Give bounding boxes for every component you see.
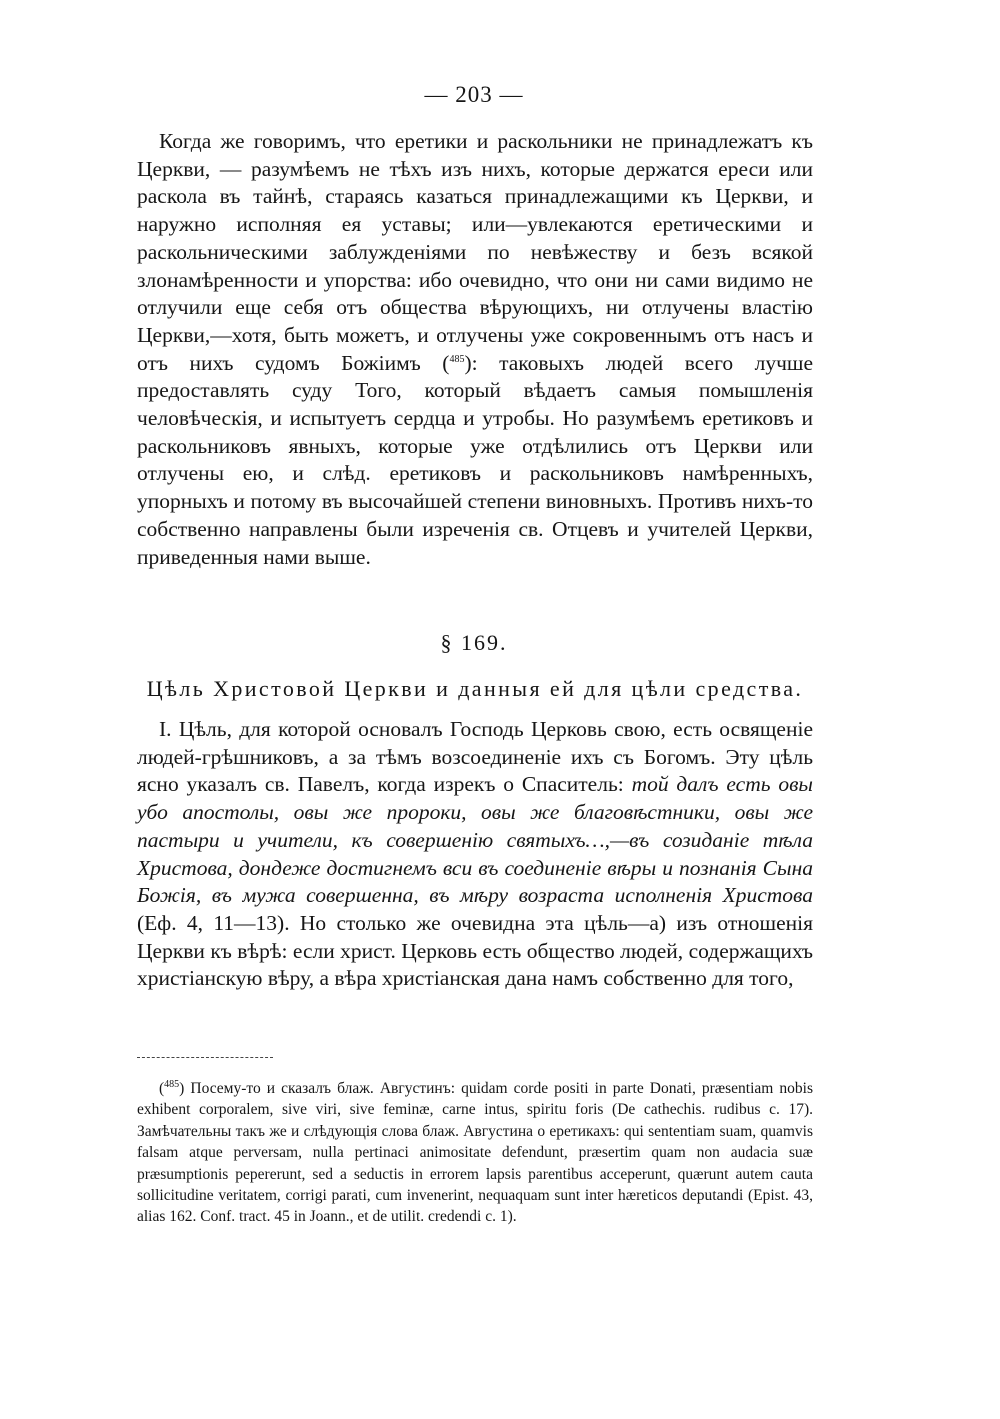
paragraph-church-purpose: [137, 716, 813, 993]
paragraph-2-text-end: (Еф. 4, 11—13). Но столько же очевидна эта цѣль—а) изъ отношенія Церкви къ вѣрѣ: если христ. Церковь есть общество людей, содержащихъ христіанскую вѣру, а вѣра христіанская дана намъ собственно для того,: [137, 910, 813, 991]
section-number: § 169.: [440, 630, 508, 655]
page-number: — 203 —: [424, 82, 524, 107]
paragraph-1-text-start: Когда же говоримъ, что еретики и раскольники не принадлежатъ къ Церкви, — разумѣемъ не тѣхъ изъ нихъ, которые держатся ереси или раскола въ тайнѣ, стараясь казаться принадлежащими къ Церкви, и наружно исполняя ея уставы; или—увлекаются еретическими и раскольническими заблужденіями по невѣжеству и безъ всякой злонамѣренности и упорства: ибо очевидно, что они ни сами видимо не отлучили еще себя отъ общества вѣрующихъ, ни отлучены властію Церкви,—хотя, быть можетъ, и отлучены уже сокровеннымъ отъ насъ и отъ нихъ судомъ Божіимъ (: [137, 129, 813, 375]
footnote-reference[interactable]: 485: [449, 353, 465, 365]
footnote-open-paren: (: [159, 1080, 165, 1097]
paragraph-heretics: [137, 128, 813, 571]
paragraph-1-text-end: ): таковыхъ людей всего лучше предоставлять суду Того, который вѣдаетъ самыя помышленія человѣческія, и испытуетъ сердца и утробы. Но разумѣемъ еретиковъ и раскольниковъ явныхъ, которые уже отдѣлились отъ Церкви или отлучены ею, и слѣд. еретиковъ и раскольниковъ намѣренныхъ, упорныхъ и потому въ высочайшей степени виновныхъ. Противъ нихъ-то собственно направлены были изреченія св. Отцевъ и учителей Церкви, приведенныя нами выше.: [137, 350, 813, 569]
footnote-text: ) Посему-то и сказалъ блаж. Августинъ: quidam corde positi in parte Donati, præsentiam nobis exhibent corporalem, sive viri, sive feminæ, carne intus, spiritu foris (De cathechis. rudibus c. 17). Замѣчательны такъ же и слѣдующія слова блаж. Августина о еретикахъ: qui sententiam suam, quamvis falsam atque perversam, nulla pertinaci animositate defendunt, præsertim quam non audacia suæ præsumptionis pepererunt, sed a seductis in errorem lapsis parentibus acceperunt, quærunt autem cauta sollicitudine veritatem, corrigi parati, cum invenerint, nequaquam sunt inter hæreticos deputandi (Epist. 43, alias 162. Conf. tract. 45 in Joann., et de utilit. credendi c. 1).: [137, 1080, 813, 1226]
section-title: Цѣль Христовой Церкви и данныя ей для цѣли средства.: [146, 676, 804, 701]
footnote-marker: 485: [164, 1078, 180, 1090]
footnote-divider: [137, 1057, 273, 1058]
paragraph-2-text-start: I. Цѣль, для которой основалъ Господь Церковь свою, есть освященіе людей-грѣшниковъ, а за тѣмъ возсоединеніе ихъ съ Богомъ. Эту цѣль ясно указалъ св. Павелъ, когда изрекъ о Спаситель:: [137, 717, 813, 797]
scripture-quote: той далъ есть овы убо апостолы, овы же пророки, овы же благовѣстники, овы же пастыри и учители, къ совершенію святыхъ…,—въ созиданіе тѣла Христова, дондеже достигнемъ вси въ соединеніе вѣры и познанія Сына Божія, въ мужа совершенна, въ мѣру возраста исполненія Христова: [137, 772, 813, 908]
footnote-485: [137, 1078, 813, 1228]
